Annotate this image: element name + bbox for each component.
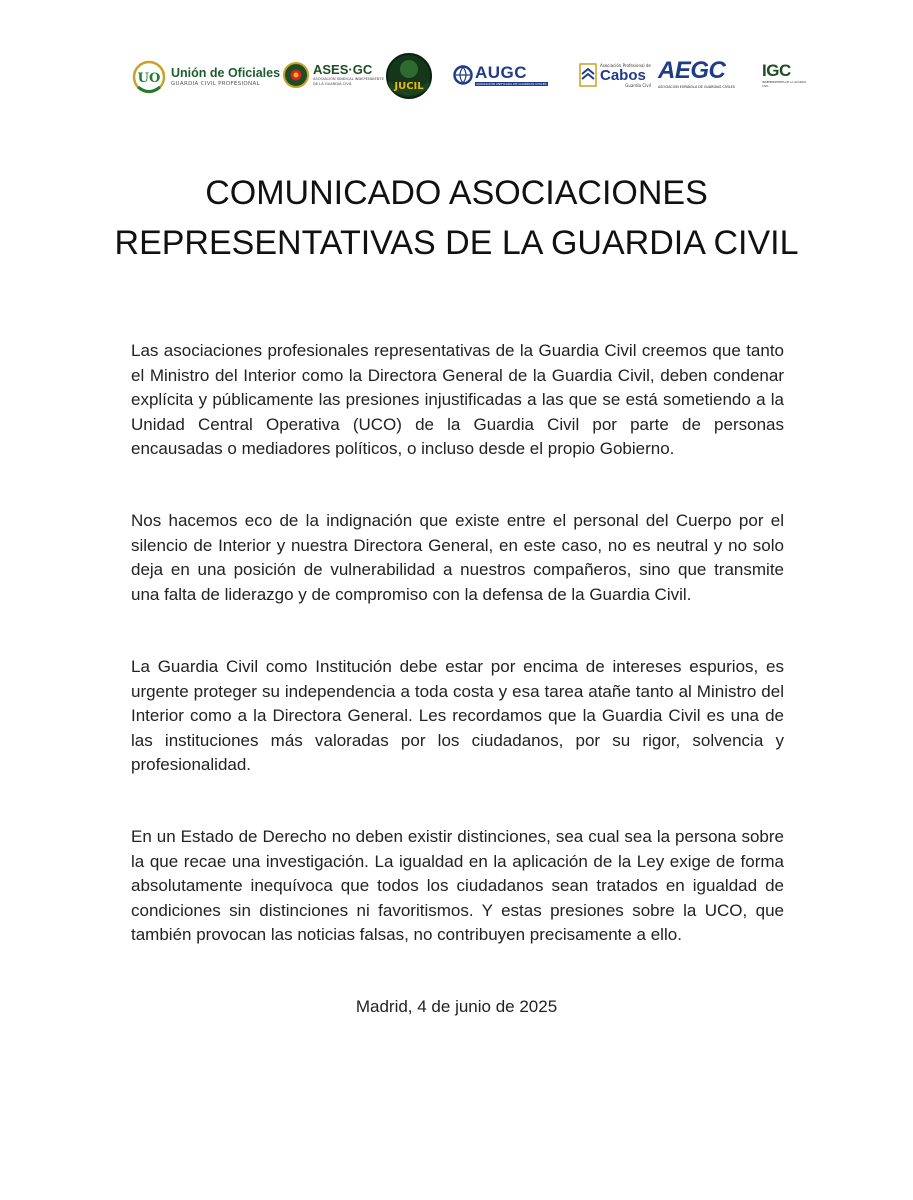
logo-ases-gc [282,60,384,90]
ases-gc-name: ASES·GC [313,62,373,77]
logo-cabos [578,62,651,88]
logo-augc [453,64,548,86]
logo-aegc [658,59,735,90]
association-logos [130,52,810,102]
logo-union-oficiales [132,58,280,96]
union-oficiales-emblem-icon [132,58,166,96]
paragraph-4: En un Estado de Derecho no deben existir distinciones, sea cual sea la persona sobre la que recae una investigación. La igualdad en la aplicación de la Ley exige de forma absolutamente inequívoca que todos los ciudadanos sean tratados en igualdad de condiciones sin distinciones ni favoritismos. Y estas presiones sobre la UCO, que también provocan las noticias falsas, no contribuyen precisamente a ello. [131,827,784,944]
cabos-sub: Guardia Civil [625,82,651,88]
cabos-emblem-icon [578,62,598,88]
title-line-2: REPRESENTATIVAS DE LA GUARDIA CIVIL [114,224,799,262]
paragraph-2: Nos hacemos eco de la indignación que existe entre el personal del Cuerpo por el silencio de Interior y nuestra Directora General, en este caso, no es neutral y no solo deja en una posición de vulnerabilidad a nuestros compañeros, sino que transmite una falta de liderazgo y de compromiso con la defensa de la Guardia Civil. [131,511,784,604]
augc-name: AUGC [475,63,528,82]
signature-date: Madrid, 4 de junio de 2025 [355,997,558,1016]
jucil-badge-icon [384,52,434,100]
aegc-sub: ASOCIACIÓN ESPAÑOLA DE GUARDIAS CIVILES [658,85,735,89]
igc-sub: INDEPENDIENTES DE LA GUARDIA CIVIL [762,81,807,88]
cabos-line1: Asociación Profesional de [600,62,651,68]
ases-gc-sub1: ASOCIACIÓN SINDICAL INDEPENDIENTE [313,77,384,81]
svg-text:UO: UO [137,71,161,86]
ases-gc-shield-icon [282,60,310,90]
aegc-name: AEGC [658,57,726,84]
union-oficiales-name: Unión de Oficiales [171,66,281,80]
cabos-name: Cabos [600,66,646,84]
logo-jucil [384,52,434,100]
page-title [0,168,913,268]
augc-globe-icon [453,64,473,86]
paragraph-1: Las asociaciones profesionales representativas de la Guardia Civil creemos que tanto el Ministro del Interior como la Directora General de la Guardia Civil, deben condenar explícita y públicamente las presiones injustificadas a las que se está sometiendo a la Unidad Central Operativa (UCO) de la Guardia Civil por parte de personas encausadas o mediadores políticos, o incluso desde el propio Gobierno. [131,341,784,458]
augc-sub: ASOCIACIÓN UNIFICADA DE GUARDIAS CIVILES [476,82,547,86]
paragraph-3: La Guardia Civil como Institución debe estar por encima de intereses espurios, es urgente proteger su independencia a toda costa y esa tarea atañe tanto al Ministro del Interior como a la Directora General. Les recordamos que la Guardia Civil es una de las instituciones más valoradas por los ciudadanos, por su rigor, solvencia y profesionalidad. [131,657,784,774]
svg-text:JUCIL: JUCIL [394,81,424,92]
title-line-1: COMUNICADO ASOCIACIONES [205,174,708,212]
igc-name: IGC [762,61,791,80]
ases-gc-sub2: DE LA GUARDIA CIVIL [313,82,352,86]
union-oficiales-sub: GUARDIA CIVIL PROFESIONAL [171,81,260,87]
logo-igc [762,62,810,89]
